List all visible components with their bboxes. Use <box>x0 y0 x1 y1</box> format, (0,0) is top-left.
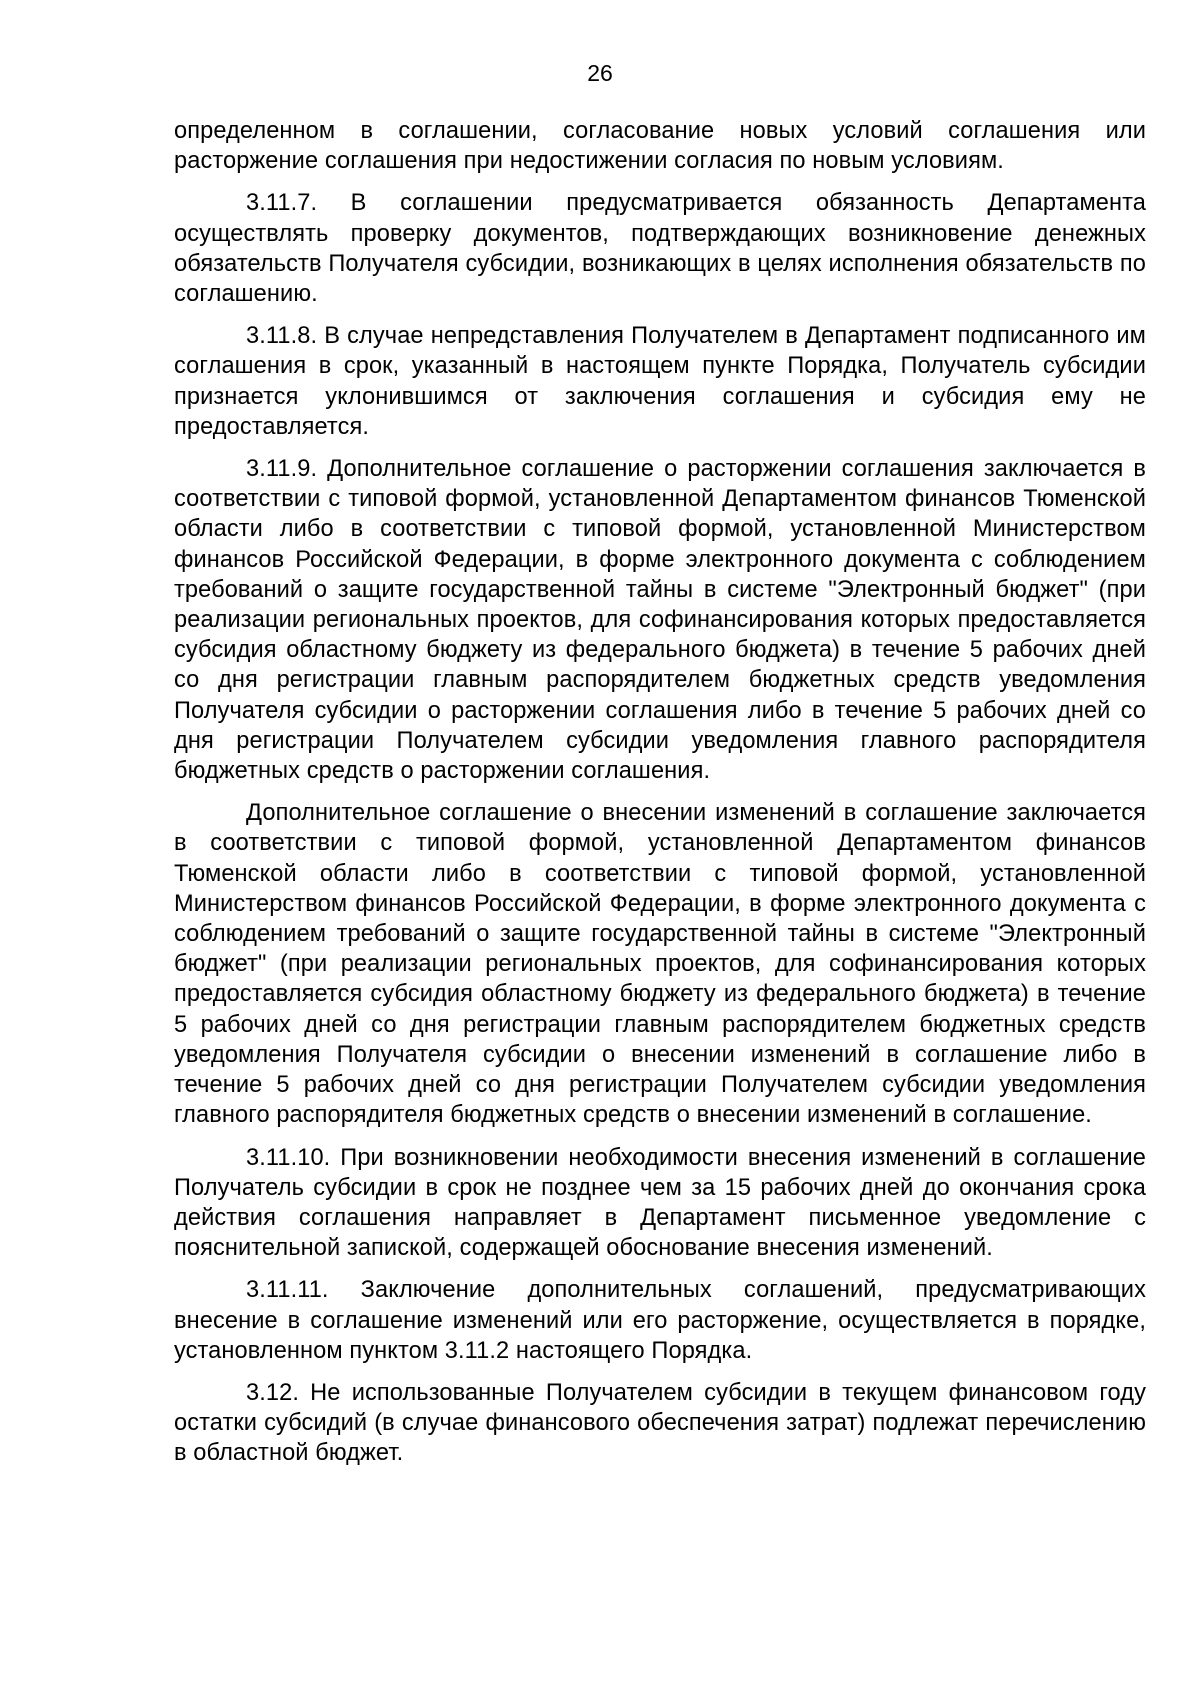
paragraph-additional-agreement: Дополнительное соглашение о внесении изменений в соглашение заключается в соответствии с типовой формой, установленной Департаментом финансов Тюменской области либо в соответствии с типовой формой, установленной Министерством финансов Российской Федерации, в форме электронного документа с соблюдением требований о защите государственной тайны в системе "Электронный бюджет" (при реализации региональных проектов, для софинансирования которых предоставляется субсидия областному бюджету из федерального бюджета) в течение 5 рабочих дней со дня регистрации главным распорядителем бюджетных средств уведомления Получателя субсидии о внесении изменений в соглашение либо в течение 5 рабочих дней со дня регистрации Получателем субсидии уведомления главного распорядителя бюджетных средств о внесении изменений в соглашение. <box>174 800 1146 1129</box>
paragraph-3-11-9: 3.11.9. Дополнительное соглашение о расторжении соглашения заключается в соответствии с типовой формой, установленной Департаментом финансов Тюменской области либо в соответствии с типовой формой, установленной Министерством финансов Российской Федерации, в форме электронного документа с соблюдением требований о защите государственной тайны в системе "Электронный бюджет" (при реализации региональных проектов, для софинансирования которых предоставляется субсидия областному бюджету из федерального бюджета) в течение 5 рабочих дней со дня регистрации главным распорядителем бюджетных средств уведомления Получателя субсидии о расторжении соглашения либо в течение 5 рабочих дней со дня регистрации Получателем субсидии уведомления главного распорядителя бюджетных средств о расторжении соглашения. <box>174 456 1146 785</box>
paragraph-continuation: определенном в соглашении, согласование новых условий соглашения или расторжение соглашения при недостижении согласия по новым условиям. <box>174 118 1146 175</box>
paragraph-3-11-11: 3.11.11. Заключение дополнительных соглашений, предусматривающих внесение в соглашение изменений или его расторжение, осуществляется в порядке, установленном пунктом 3.11.2 настоящего Порядка. <box>174 1277 1146 1364</box>
paragraph-3-11-7: 3.11.7. В соглашении предусматривается обязанность Департамента осуществлять проверку документов, подтверждающих возникновение денежных обязательств Получателя субсидии, возникающих в целях исполнения обязательств по соглашению. <box>174 190 1146 308</box>
paragraph-3-11-10: 3.11.10. При возникновении необходимости внесения изменений в соглашение Получатель субсидии в срок не позднее чем за 15 рабочих дней до окончания срока действия соглашения направляет в Департамент письменное уведомление с пояснительной запиской, содержащей обоснование внесения изменений. <box>174 1144 1146 1262</box>
paragraph-3-11-8: 3.11.8. В случае непредставления Получателем в Департамент подписанного им соглашения в срок, указанный в настоящем пункте Порядка, Получатель субсидии признается уклонившимся от заключения соглашения и субсидия ему не предоставляется. <box>174 323 1146 440</box>
paragraph-3-12: 3.12. Не использованные Получателем субсидии в текущем финансовом году остатки субсидий (в случае финансового обеспечения затрат) подлежат перечислению в областной бюджет. <box>174 1379 1146 1467</box>
document-body <box>174 116 1146 1481</box>
page-number: 26 <box>587 60 613 86</box>
